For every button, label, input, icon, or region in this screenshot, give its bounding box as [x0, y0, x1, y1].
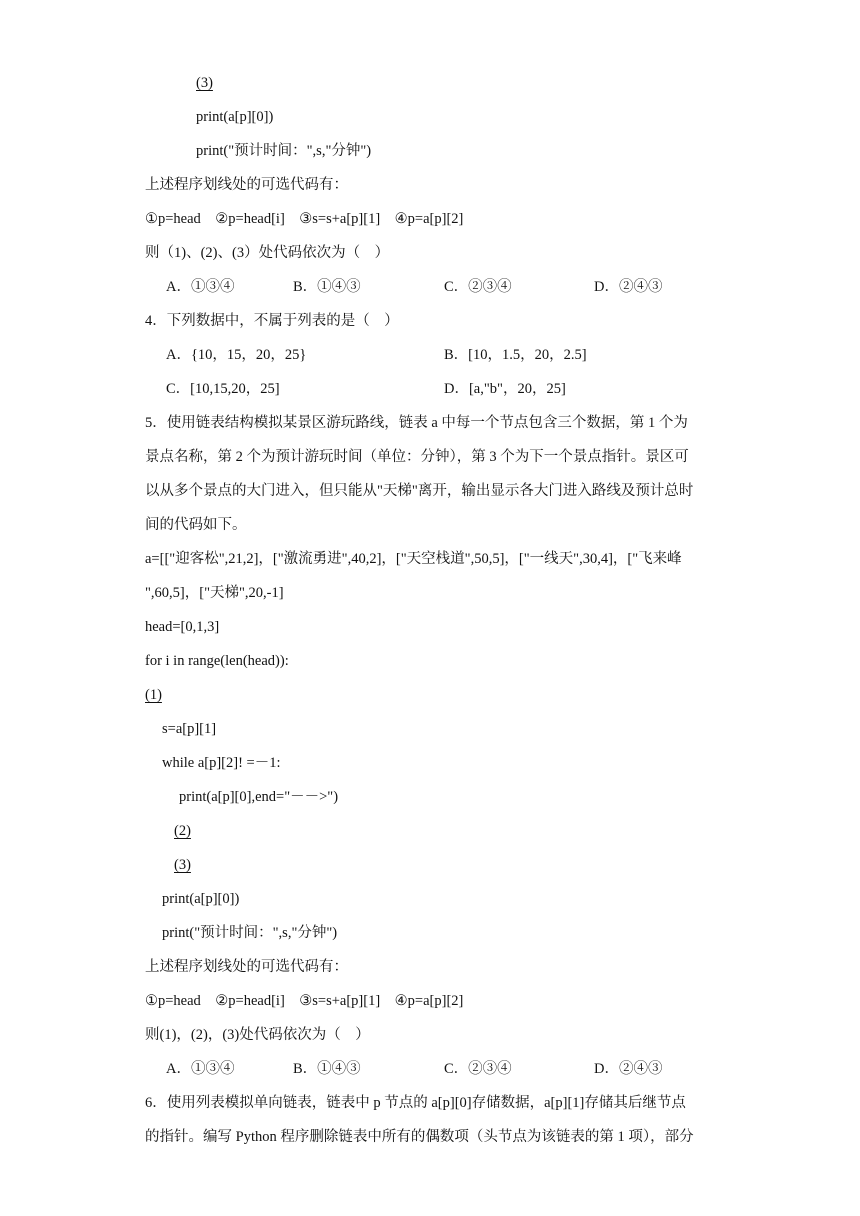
q5-option-d: D．②④③: [594, 1061, 663, 1077]
code-line: print(a[p][0]): [162, 891, 240, 907]
options-intro: 上述程序划线处的可选代码有：: [145, 959, 348, 975]
question-4-stem: 4．下列数据中，不属于列表的是（ ）: [145, 313, 399, 329]
code-line: print(a[p][0]): [196, 109, 274, 125]
q5-option-b: B．①④③: [293, 1061, 361, 1077]
code-line: a=[["迎客松",21,2]，["激流勇进",40,2]，["天空栈道",50,5]，["一线天",30,4]，["飞来峰: [145, 551, 682, 567]
code-line: print("预计时间：",s,"分钟"): [196, 143, 372, 159]
option-a: A．①③④: [166, 279, 235, 295]
code-choices: ①p=head ②p=head[i] ③s=s+a[p][1] ④p=a[p][2]: [145, 211, 464, 227]
code-line: for i in range(len(head)):: [145, 653, 289, 669]
code-line: head=[0,1,3]: [145, 619, 220, 635]
code-line: print(a[p][0],end="－－>"): [179, 789, 339, 805]
question-5-stem: 以从多个景点的大门进入，但只能从"天梯"离开，输出显示各大门进入路线及预计总时: [145, 483, 694, 499]
code-line: print("预计时间：",s,"分钟"): [162, 925, 338, 941]
code-blank-3: (3): [196, 75, 213, 91]
q5-option-c: C．②③④: [444, 1061, 512, 1077]
code-line: while a[p][2]! =－1:: [162, 755, 281, 771]
q4-option-a: A．{10，15，20，25}: [166, 347, 307, 363]
question-6-stem: 6．使用列表模拟单向链表，链表中 p 节点的 a[p][0]存储数据，a[p][1]存储其后继节点: [145, 1095, 686, 1111]
question-ask: 则(1)，(2)，(3)处代码依次为（ ）: [145, 1027, 370, 1043]
code-choices: ①p=head ②p=head[i] ③s=s+a[p][1] ④p=a[p][2]: [145, 993, 464, 1009]
option-b: B．①④③: [293, 279, 361, 295]
options-intro: 上述程序划线处的可选代码有：: [145, 177, 348, 193]
q4-option-c: C．[10,15,20，25]: [166, 381, 280, 397]
question-5-stem: 间的代码如下。: [145, 517, 247, 533]
q4-option-b: B．[10，1.5，20，2.5]: [444, 347, 587, 363]
code-blank-2: (2): [174, 823, 191, 839]
question-ask: 则（1)、(2)、(3）处代码依次为（ ）: [145, 245, 390, 261]
code-line: ",60,5]，["天梯",20,-1]: [145, 585, 284, 601]
code-blank-1: (1): [145, 687, 162, 703]
code-line: s=a[p][1]: [162, 721, 217, 737]
option-c: C．②③④: [444, 279, 512, 295]
question-5-stem: 5．使用链表结构模拟某景区游玩路线，链表 a 中每一个节点包含三个数据，第 1 个为: [145, 415, 688, 431]
question-5-stem: 景点名称，第 2 个为预计游玩时间（单位：分钟），第 3 个为下一个景点指针。景区可: [145, 449, 689, 465]
code-blank-3: (3): [174, 857, 191, 873]
question-6-stem: 的指针。编写 Python 程序删除链表中所有的偶数项（头节点为该链表的第 1 项），部分: [145, 1129, 694, 1145]
option-d: D．②④③: [594, 279, 663, 295]
q5-option-a: A．①③④: [166, 1061, 235, 1077]
q4-option-d: D．[a,"b"，20，25]: [444, 381, 566, 397]
